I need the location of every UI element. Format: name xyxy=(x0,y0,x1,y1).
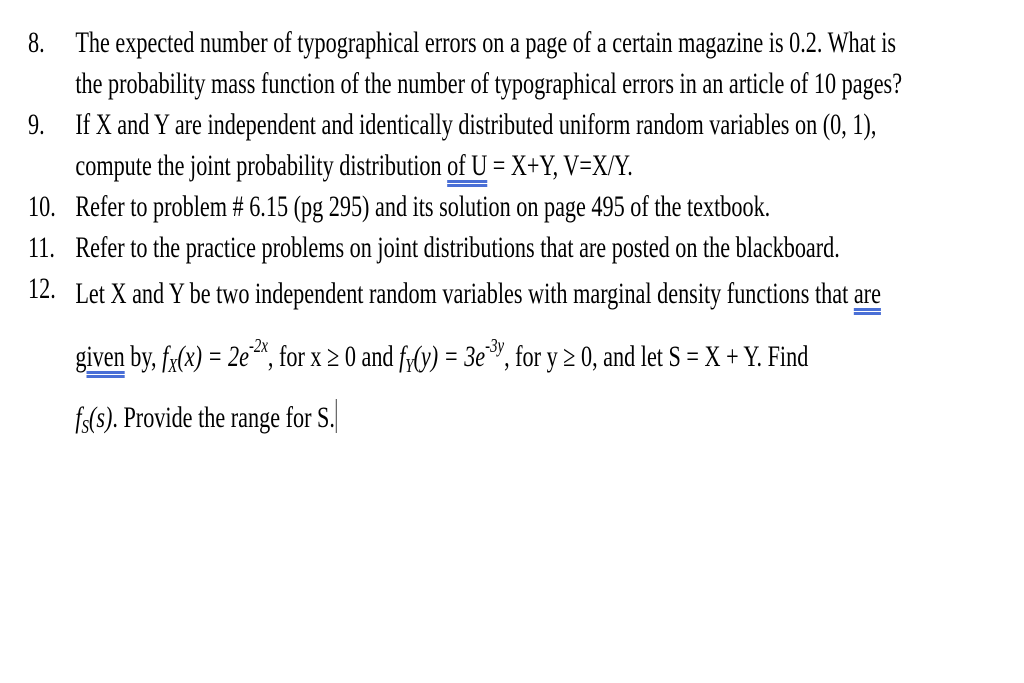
math-exponent: -2x xyxy=(248,335,268,357)
problem-text xyxy=(75,227,839,268)
problem-line: the probability mass function of the number of typographical errors in an article of 10 pages? xyxy=(75,67,903,100)
problem-line xyxy=(75,320,881,392)
math-expression: (y) = 3e xyxy=(413,340,486,373)
problem-line xyxy=(75,145,876,186)
text-segment: Let X and Y be two independent random variables with marginal density functions that xyxy=(75,277,854,310)
text-segment: , for y ≥ 0, and let S = X + Y. Find xyxy=(504,340,809,373)
text-segment: , for x ≥ 0 and xyxy=(267,340,400,373)
math-exponent: -3y xyxy=(485,335,505,357)
problem-text xyxy=(75,268,881,453)
math-symbol: f xyxy=(162,340,169,373)
problem-number: 10. xyxy=(28,190,56,223)
problem-line: If X and Y are independent and identically distributed uniform random variables on (0, 1), xyxy=(75,108,877,141)
problem-number: 12. xyxy=(28,272,56,305)
problem-9 xyxy=(28,104,988,186)
math-subscript: S xyxy=(81,416,89,438)
equation-fy xyxy=(399,335,505,377)
text-segment: compute the joint probability distribution xyxy=(75,149,448,182)
equation-fx xyxy=(162,335,268,377)
math-expression: (s) xyxy=(88,401,113,434)
problem-text xyxy=(75,104,876,186)
problem-line: The expected number of typographical errors on a page of a certain magazine is 0.2. What is xyxy=(75,26,897,59)
grammar-underline[interactable]: of U xyxy=(447,149,488,182)
problem-10 xyxy=(28,186,988,227)
problem-line: Refer to problem # 6.15 (pg 295) and its solution on page 495 of the textbook. xyxy=(75,190,771,223)
math-expression: (x) = 2e xyxy=(177,340,249,373)
math-symbol: f xyxy=(75,401,82,434)
problem-12 xyxy=(28,268,988,453)
problem-line xyxy=(75,392,881,453)
math-subscript: X xyxy=(168,355,178,377)
problem-11 xyxy=(28,227,988,268)
text-segment: . Provide the range for S. xyxy=(112,401,335,434)
problem-text xyxy=(75,22,902,104)
problem-line: Refer to the practice problems on joint distributions that are posted on the blackboard. xyxy=(75,231,840,264)
math-subscript: Y xyxy=(405,355,414,377)
math-symbol: f xyxy=(399,340,406,373)
problem-8 xyxy=(28,22,988,104)
problem-number: 11. xyxy=(28,231,55,264)
text-segment: = X+Y, V=X/Y. xyxy=(487,149,633,182)
problem-list xyxy=(28,22,988,453)
text-segment: by, xyxy=(124,340,163,373)
problem-text xyxy=(75,186,770,227)
problem-number: 9. xyxy=(28,108,45,141)
equation-fs xyxy=(75,401,113,438)
problem-line xyxy=(75,268,881,320)
problem-number: 8. xyxy=(28,26,45,59)
grammar-underline[interactable]: given xyxy=(75,340,125,373)
text-cursor xyxy=(336,399,337,433)
grammar-underline[interactable]: are xyxy=(853,277,881,310)
